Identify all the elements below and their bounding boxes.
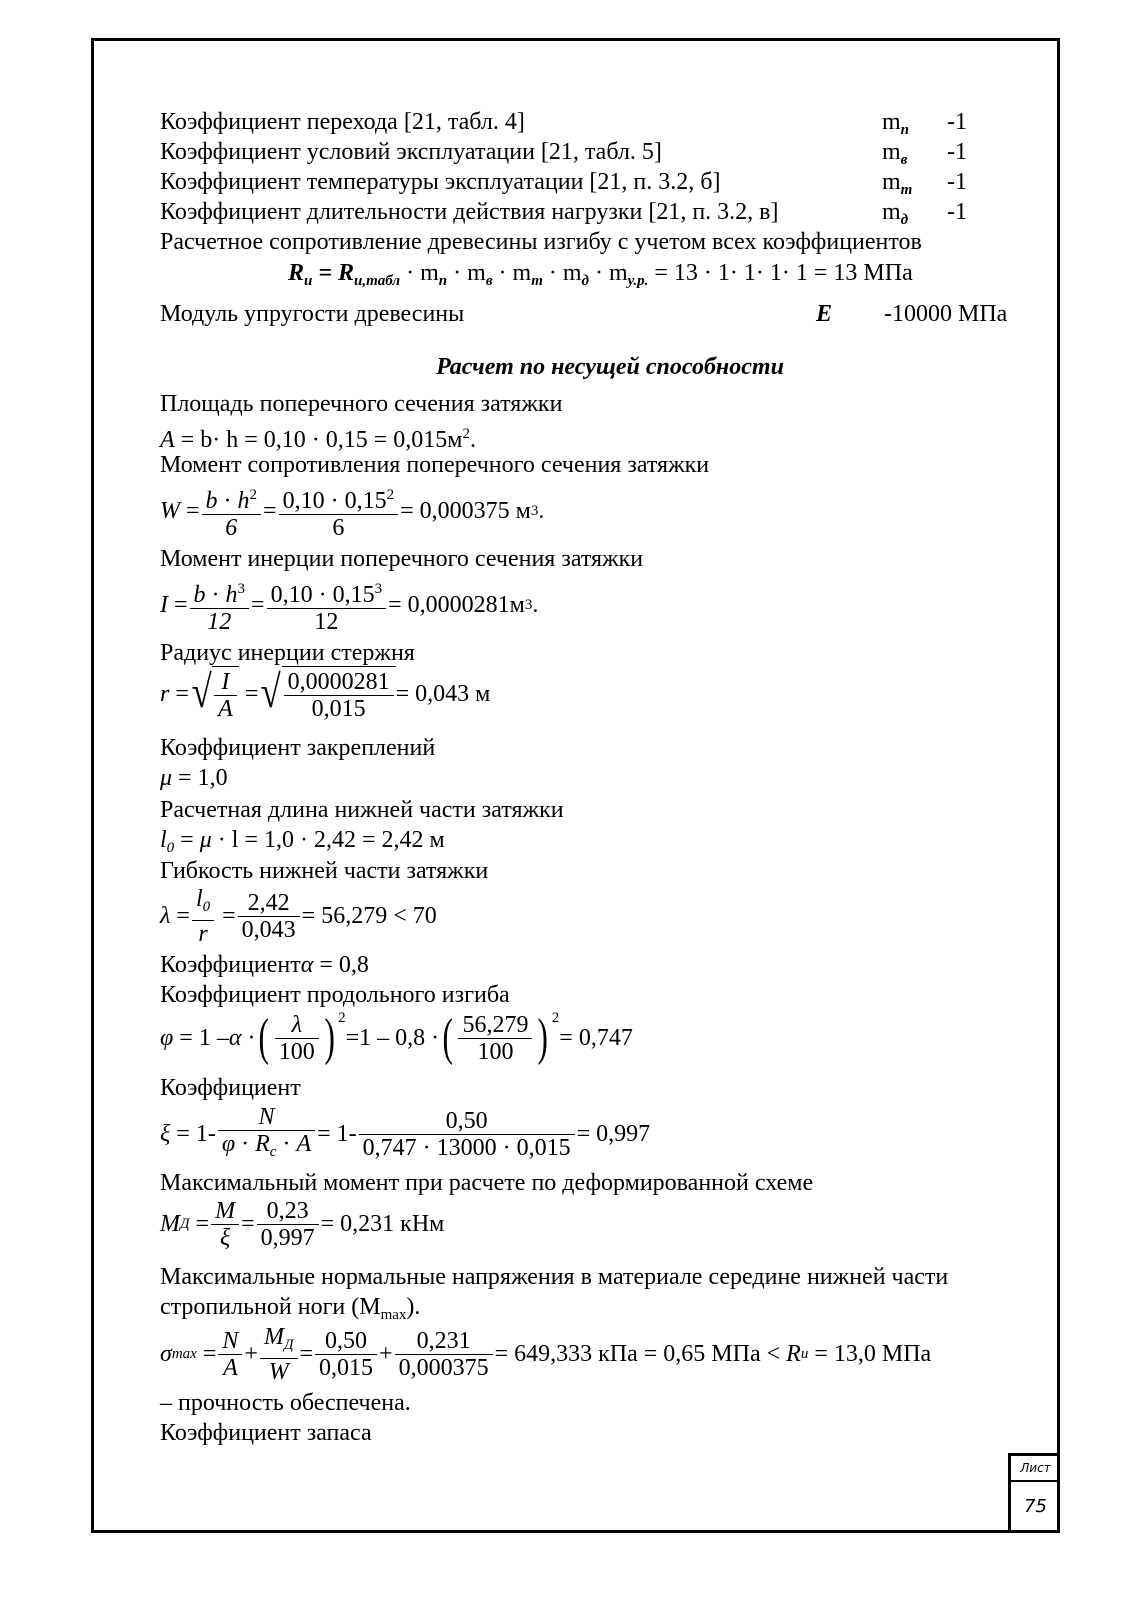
slenderness-label: Гибкость нижней части затяжки [160, 858, 489, 884]
moment-res-label: Момент сопротивления поперечного сечения затяжки [160, 452, 710, 478]
coef-row-2-symbol: $m_в$ [882, 139, 908, 168]
xi-formula: ξ = 1- $\frac{N}{\varphi \cdot R_c \cdot A}$ = 1- $\frac{0,50}{0,747 \cdot 13000 \cdot 0,015}$ = 0,997 [160, 1104, 651, 1161]
coef-row-4-symbol: $m_д$ [882, 199, 909, 228]
coef-row-1-label: Коэффициент перехода [21, табл. 4] [160, 109, 525, 135]
max-moment-formula: M Д = $\frac{M}{\xi}$ = $\frac{0,23}{0,997}$ = 0,231 кНм [160, 1198, 445, 1251]
coef-row-1-value: -1 [947, 109, 967, 135]
ru-formula: $R_и = R_{и,табл} \cdot m_п \cdot m_в \cdot m_т \cdot m_д \cdot m_{у.р.} = 13 \cdot 1\cdot 1\cdot 1\cdot 1 = 13$ МПа [288, 260, 913, 289]
buckling-formula: φ = 1 – α · ( $\frac{\lambda}{100}$ ) 2 =1 – 0,8 · ( $\frac{56,279}{100}$ ) 2 = 0,747 [160, 1009, 633, 1066]
inertia-formula: I = $\frac{b \cdot h^3}{12}$ = $\frac{0,10 \cdot 0,15^3}{12}$ = 0,0000281м 3 . [160, 576, 538, 635]
stress-label-1: Максимальные нормальные напряжения в материале середине нижней части [160, 1264, 949, 1290]
title-block [1008, 1453, 1060, 1533]
slenderness-formula: λ = $\frac{l_0}{r}$ = $\frac{2,42}{0,043}$ = 56,279 < 70 [160, 886, 437, 947]
radius-label: Радиус инерции стержня [160, 640, 415, 666]
buckling-label: Коэффициент продольного изгиба [160, 982, 510, 1008]
alpha-formula: Коэффициентα = 0,8 [160, 952, 369, 978]
modulus-value: -10000 МПа [884, 301, 1008, 327]
coef-row-3-label: Коэффициент температуры эксплуатации [21, п. 3.2, б] [160, 169, 721, 195]
max-moment-label: Максимальный момент при расчете по деформированной схеме [160, 1170, 814, 1196]
modulus-label: Модуль упругости древесины [160, 301, 465, 327]
radius-formula: r = √ $\frac{I}{A}$ = √ $\frac{0,0000281}{0,015}$ = 0,043 м [160, 666, 491, 722]
fixing-label: Коэффициент закреплений [160, 735, 436, 761]
coef-row-4-value: -1 [947, 199, 967, 225]
length-formula: $l_0 = \mu \cdot l = 1,0 \cdot 2,42 = 2,42$ м [160, 827, 445, 856]
coef-row-3-value: -1 [947, 169, 967, 195]
inertia-label: Момент инерции поперечного сечения затяжки [160, 546, 644, 572]
fixing-formula: μ = 1,0 [160, 765, 228, 791]
stress-formula: σ max = $\frac{N}{A}$ + $\frac{M_Д}{W}$ = $\frac{0,50}{0,015}$ + $\frac{0,231}{0,000375}$ = 649,333 кПа = 0,65 МПа < R и = 13,0 МПа [160, 1324, 932, 1385]
area-formula: $A = b\cdot h = 0,10 \cdot 0,15 = 0,015м^2$. [160, 426, 476, 453]
sheet-number: 75 [1024, 1496, 1047, 1517]
coef-row-3-symbol: $m_т$ [882, 169, 913, 198]
sheet-label: Лист [1011, 1456, 1060, 1482]
reserve-label: Коэффициент запаса [160, 1420, 372, 1446]
xi-label: Коэффициент [160, 1075, 301, 1101]
coef-row-2-label: Коэффициент условий эксплуатации [21, табл. 5] [160, 139, 662, 165]
coef-row-4-label: Коэффициент длительности действия нагрузки [21, п. 3.2, в] [160, 199, 779, 225]
strength-ok: – прочность обеспечена. [160, 1390, 411, 1416]
coef-row-1-symbol: $m_п$ [882, 109, 910, 138]
resistance-heading: Расчетное сопротивление древесины изгибу с учетом всех коэффициентов [160, 229, 922, 255]
coef-row-2-value: -1 [947, 139, 967, 165]
stress-label-2: стропильной ноги $(M_{max})$. [160, 1294, 421, 1323]
area-label: Площадь поперечного сечения затяжки [160, 391, 563, 417]
modulus-symbol: E [816, 301, 833, 327]
section-title: Расчет по несущей способности [436, 354, 784, 380]
length-label: Расчетная длина нижней части затяжки [160, 797, 564, 823]
moment-res-formula: W = $\frac{b \cdot h^2}{6}$ = $\frac{0,10 \cdot 0,15^2}{6}$ = 0,000375 м 3 . [160, 482, 544, 541]
